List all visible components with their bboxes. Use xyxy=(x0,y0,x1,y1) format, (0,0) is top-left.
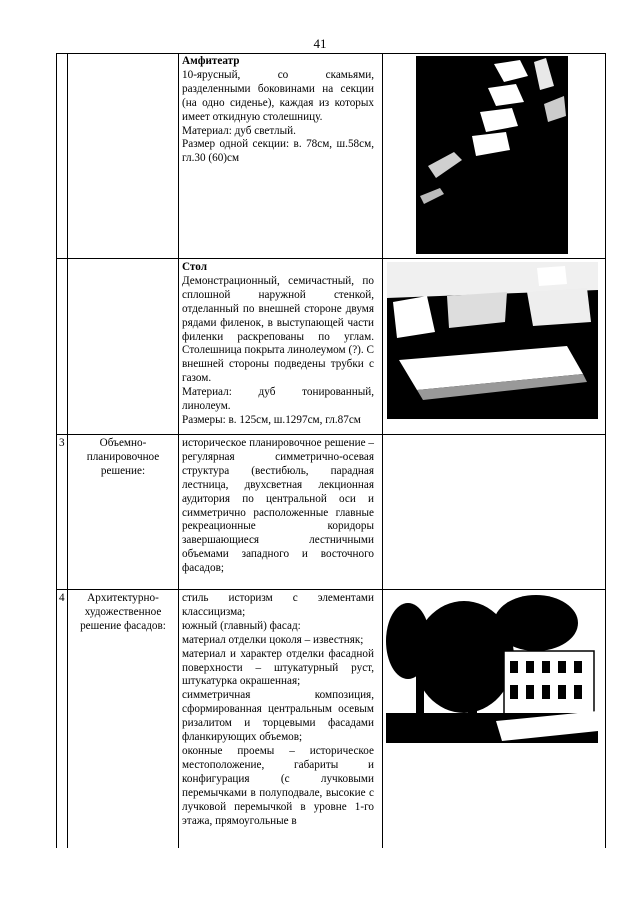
row-divider xyxy=(56,589,606,590)
description-line: 10-ярусный, со скамьями, разделенными боковинами на секции (на одно сиденье), каждая из которых имеет откидную столешницу. xyxy=(182,68,374,123)
row-number: 3 xyxy=(59,437,65,449)
row-divider xyxy=(56,258,606,259)
description-line: Размер одной секции: в. 78см, ш.58см, гл.30 (60)см xyxy=(182,138,374,165)
table-border-left xyxy=(56,53,57,848)
row-name: Объемно-планировочное решение: xyxy=(86,437,160,477)
facade-photo xyxy=(386,595,598,743)
table-border-right xyxy=(605,53,606,848)
row-description xyxy=(182,55,374,166)
description-line: Размеры: в. 125см, ш.1297см, гл.87см xyxy=(182,413,361,426)
item-title: Амфитеатр xyxy=(182,55,240,67)
description-line: стиль историзм с элементами классицизма; xyxy=(182,592,374,618)
column-divider xyxy=(382,53,383,848)
description-line: материал отделки цоколя – известняк; xyxy=(182,633,364,646)
row-description xyxy=(182,437,374,576)
column-divider xyxy=(178,53,179,848)
row-divider xyxy=(56,434,606,435)
description-line: Демонстрационный, семичастный, по сплошной наружной стенкой, отделанный по внешней стороне двумя рядами филенок, в выступающей части филенки раскрепованы по углам. Столешница покрыта линолеумом (?). С внешней стороны подведены трубки с газом. xyxy=(182,274,374,385)
row-description xyxy=(182,592,374,828)
description-line: оконные проемы – историческое местоположение, габариты и конфигурация (с лучковыми перемычками в полуподвале, высокие с лучковой перемычкой в уровне 1-го этажа, прямоугольные в xyxy=(182,744,374,827)
description-line: Материал: дуб тонированный, линолеум. xyxy=(182,386,374,413)
document-table xyxy=(56,53,606,848)
description-line: Материал: дуб светлый. xyxy=(182,124,296,137)
description-line: южный (главный) фасад: xyxy=(182,619,301,632)
item-title: Стол xyxy=(182,261,208,273)
description-line: симметричная композиция, сформированная центральным осевым ризалитом и торцевыми фасадами фланкирующих объемов; xyxy=(182,689,374,744)
table-photo xyxy=(387,262,598,419)
row-name: Архитектурно-художественное решение фасадов: xyxy=(80,592,166,632)
row-number: 4 xyxy=(59,592,65,604)
description-line: историческое планировочное решение – регулярная симметрично-осевая структура (вестибюль, парадная лестница, двухсветная лекционная аудитория по центральной оси и симметрично расположенные главные рекреационные коридоры завершающиеся лестничными объемами западного и восточного фасадов; xyxy=(182,437,374,575)
description-line: материал и характер отделки фасадной поверхности – штукатурный руст, штукатурка окрашенная; xyxy=(182,647,374,688)
row-description xyxy=(182,261,374,428)
row-divider xyxy=(56,53,606,54)
amphitheatre-photo xyxy=(416,56,568,254)
page-number: 41 xyxy=(313,36,327,51)
